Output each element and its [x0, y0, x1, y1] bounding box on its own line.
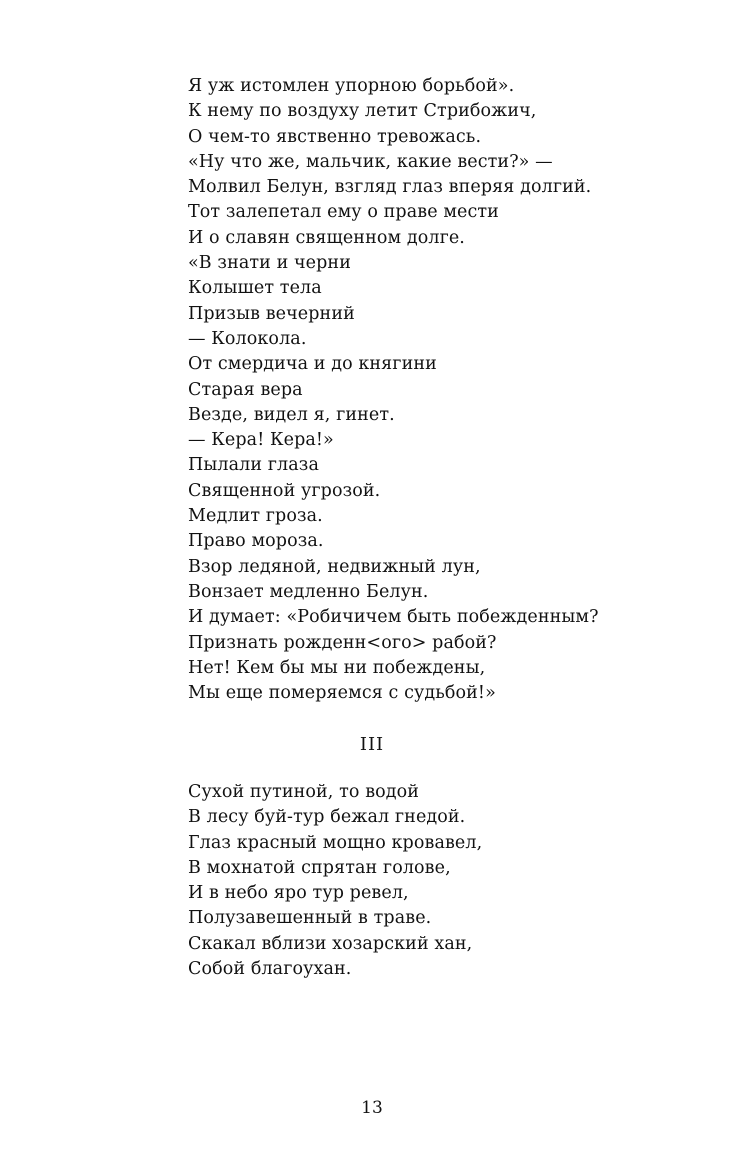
- poem-line: Священной угрозой.: [188, 480, 381, 501]
- poem-line: И в небо яро тур ревел,: [188, 883, 409, 904]
- poem-line: О чем-то явственно тревожась.: [188, 126, 482, 147]
- poem-line: И о славян священном долге.: [188, 227, 465, 248]
- poem-line: — Кера! Кера!»: [188, 430, 334, 451]
- poem-line: Пылали глаза: [188, 455, 319, 476]
- poem-line: В мохнатой спрятан голове,: [188, 857, 451, 878]
- poem-stanza-2: [188, 780, 688, 982]
- poem-line: Глаз красный мощно кровавел,: [188, 832, 483, 853]
- poem-line: Мы еще померяемся с судьбой!»: [188, 683, 496, 704]
- poem-line: Старая вера: [188, 379, 303, 400]
- poem-line: Признать рожденн<ого> рабой?: [188, 632, 497, 653]
- poem-line: Тот залепетал ему о праве мести: [188, 202, 499, 223]
- poem-line: Взор ледяной, недвижный лун,: [188, 556, 481, 577]
- poem-line: К нему по воздуху летит Стрибожич,: [188, 101, 537, 122]
- poem-line: Полузавешенный в траве.: [188, 908, 432, 929]
- poem-line: «Ну что же, мальчик, какие вести?» —: [188, 151, 553, 172]
- poem-line: Нет! Кем бы мы ни побеждены,: [188, 657, 486, 678]
- section-heading: III: [359, 734, 385, 755]
- poem-line: И думает: «Робичичем быть побежденным?: [188, 607, 599, 628]
- poem-line: Скакал вблизи хозарский хан,: [188, 933, 473, 954]
- poem-line: Призыв вечерний: [188, 303, 355, 324]
- poem-stanza-1: [188, 74, 688, 706]
- poem-line: Колышет тела: [188, 278, 322, 299]
- poem-line: Молвил Белун, взгляд глаз вперяя долгий.: [188, 177, 592, 198]
- poem-line: От смердича и до княгини: [188, 354, 437, 375]
- poem-line: Я уж истомлен упорною борьбой».: [188, 76, 515, 96]
- poem-line: Медлит гроза.: [188, 506, 323, 527]
- poem-line: Вонзает медленно Белун.: [188, 581, 429, 602]
- page-number: 13: [361, 1098, 383, 1118]
- poem-line: Везде, видел я, гинет.: [188, 404, 395, 425]
- poem-line: «В знати и черни: [188, 253, 351, 274]
- poem-line: Право мороза.: [188, 531, 324, 552]
- poem-line: — Колокола.: [188, 328, 307, 349]
- poem-line: Собой благоухан.: [188, 959, 352, 980]
- poem-line: В лесу буй-тур бежал гнедой.: [188, 807, 466, 828]
- poem-line: Сухой путиной, то водой: [188, 782, 420, 802]
